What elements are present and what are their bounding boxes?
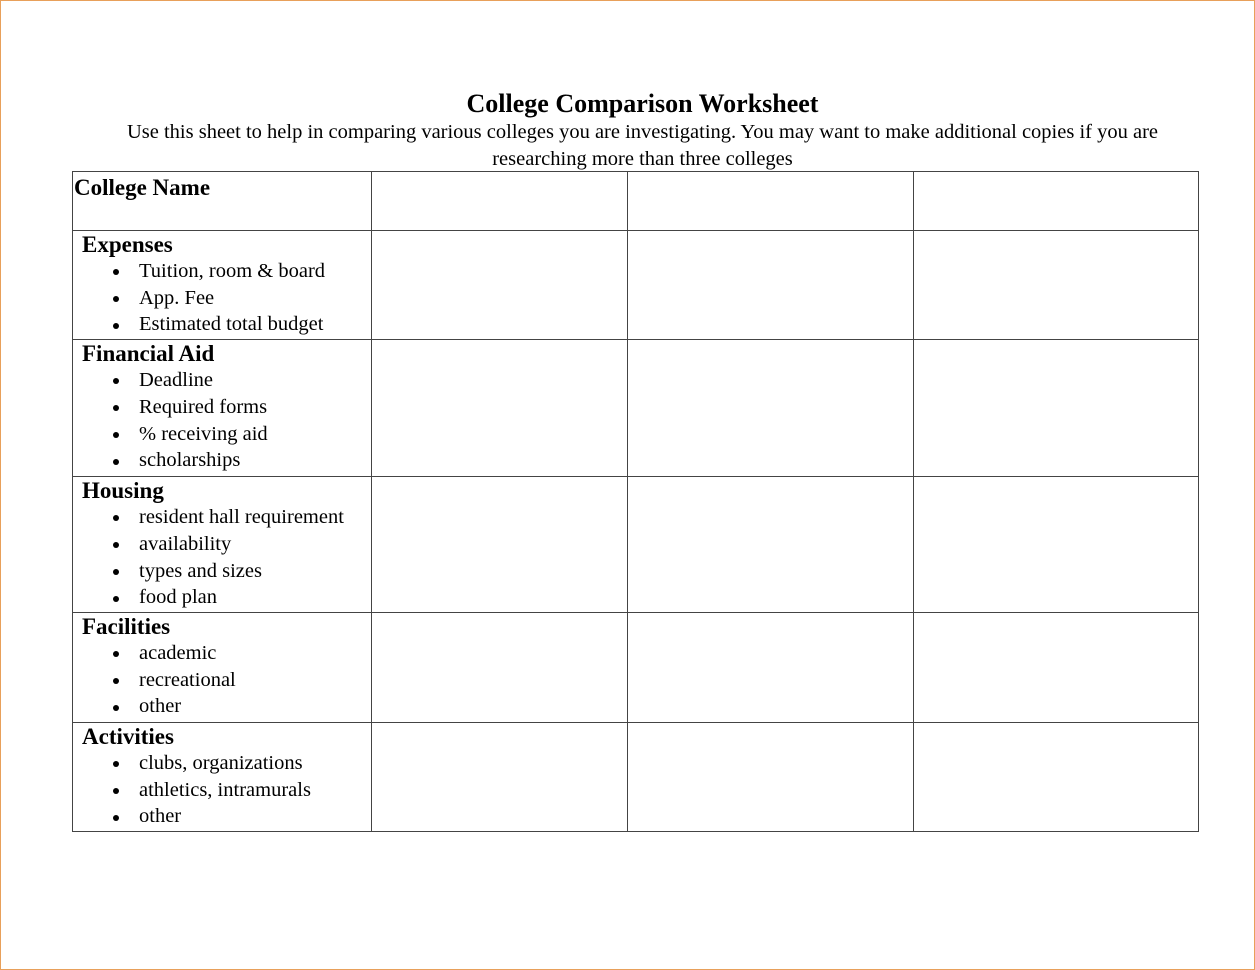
bullet-icon [113,296,119,302]
list-item [73,504,371,531]
table-row-expenses [73,231,1199,340]
bullet-icon [113,815,119,821]
list-item-text: scholarships [139,449,241,471]
list-item-text: other [139,805,182,827]
section-heading-activities: Activities [82,724,174,749]
list-item [73,585,371,607]
list-item [73,312,371,334]
college-3-activities-cell[interactable] [913,723,1198,832]
list-item [73,777,371,804]
list-item [73,558,371,585]
list-item [73,448,371,470]
row-label-financial-aid [73,340,372,477]
list-item [73,394,371,421]
college-2-facilities-cell[interactable] [628,613,913,723]
list-item-text: Tuition, room & board [139,260,326,282]
list-item [73,531,371,558]
college-1-name-cell[interactable] [372,172,628,231]
list-item [73,804,371,826]
table-row-activities [73,723,1199,832]
college-1-facilities-cell[interactable] [372,613,628,723]
row-label-facilities [73,613,372,723]
list-item [73,421,371,448]
list-item-text: Estimated total budget [139,313,324,335]
college-1-housing-cell[interactable] [372,477,628,613]
college-2-housing-cell[interactable] [628,477,913,613]
bullet-icon [113,705,119,711]
college-1-activities-cell[interactable] [372,723,628,832]
college-name-label: College Name [74,175,211,200]
list-item [73,285,371,312]
bullet-icon [113,761,119,767]
bullet-icon [113,678,119,684]
row-label-college-name [73,172,372,231]
row-label-expenses [73,231,372,340]
list-item-text: clubs, organizations [139,752,303,774]
section-heading-facilities: Facilities [82,614,171,639]
expenses-list [73,258,371,334]
college-3-name-cell[interactable] [913,172,1198,231]
list-item-text: other [139,695,182,717]
bullet-icon [113,569,119,575]
list-item [73,667,371,694]
college-2-expenses-cell[interactable] [628,231,913,340]
section-heading-housing: Housing [82,478,164,503]
bullet-icon [113,459,119,465]
bullet-icon [113,432,119,438]
bullet-icon [113,596,119,602]
college-2-financial-aid-cell[interactable] [628,340,913,477]
list-item [73,367,371,394]
list-item-text: athletics, intramurals [139,779,311,801]
facilities-list [73,640,371,716]
college-3-financial-aid-cell[interactable] [913,340,1198,477]
comparison-table [72,171,1199,832]
list-item [73,640,371,667]
activities-list [73,750,371,826]
list-item [73,694,371,716]
bullet-icon [113,651,119,657]
college-2-activities-cell[interactable] [628,723,913,832]
college-3-housing-cell[interactable] [913,477,1198,613]
list-item-text: App. Fee [139,287,215,309]
list-item-text: Required forms [139,396,268,418]
page-title: College Comparison Worksheet [466,89,819,118]
bullet-icon [113,405,119,411]
bullet-icon [113,323,119,329]
page-subtitle: Use this sheet to help in comparing various colleges you are investigating. You may want to make additional copies if you are researching more than three colleges [126,121,1159,170]
college-1-financial-aid-cell[interactable] [372,340,628,477]
list-item-text: types and sizes [139,560,262,582]
section-heading-financial-aid: Financial Aid [82,341,215,366]
housing-list [73,504,371,607]
section-heading-expenses: Expenses [82,232,173,257]
college-1-expenses-cell[interactable] [372,231,628,340]
list-item-text: availability [139,533,232,555]
list-item [73,750,371,777]
list-item [73,258,371,285]
row-label-activities [73,723,372,832]
bullet-icon [113,542,119,548]
list-item-text: recreational [139,669,236,691]
table-row-facilities [73,613,1199,723]
bullet-icon [113,515,119,521]
financial-aid-list [73,367,371,470]
list-item-text: academic [139,642,217,664]
list-item-text: % receiving aid [139,423,268,445]
college-3-expenses-cell[interactable] [913,231,1198,340]
row-label-housing [73,477,372,613]
bullet-icon [113,788,119,794]
bullet-icon [113,269,119,275]
list-item-text: resident hall requirement [139,506,344,528]
table-row-financial-aid [73,340,1199,477]
college-3-facilities-cell[interactable] [913,613,1198,723]
table-row-housing [73,477,1199,613]
list-item-text: food plan [139,586,217,608]
list-item-text: Deadline [139,369,213,391]
table-row-college-name [73,172,1199,231]
bullet-icon [113,378,119,384]
college-2-name-cell[interactable] [628,172,913,231]
